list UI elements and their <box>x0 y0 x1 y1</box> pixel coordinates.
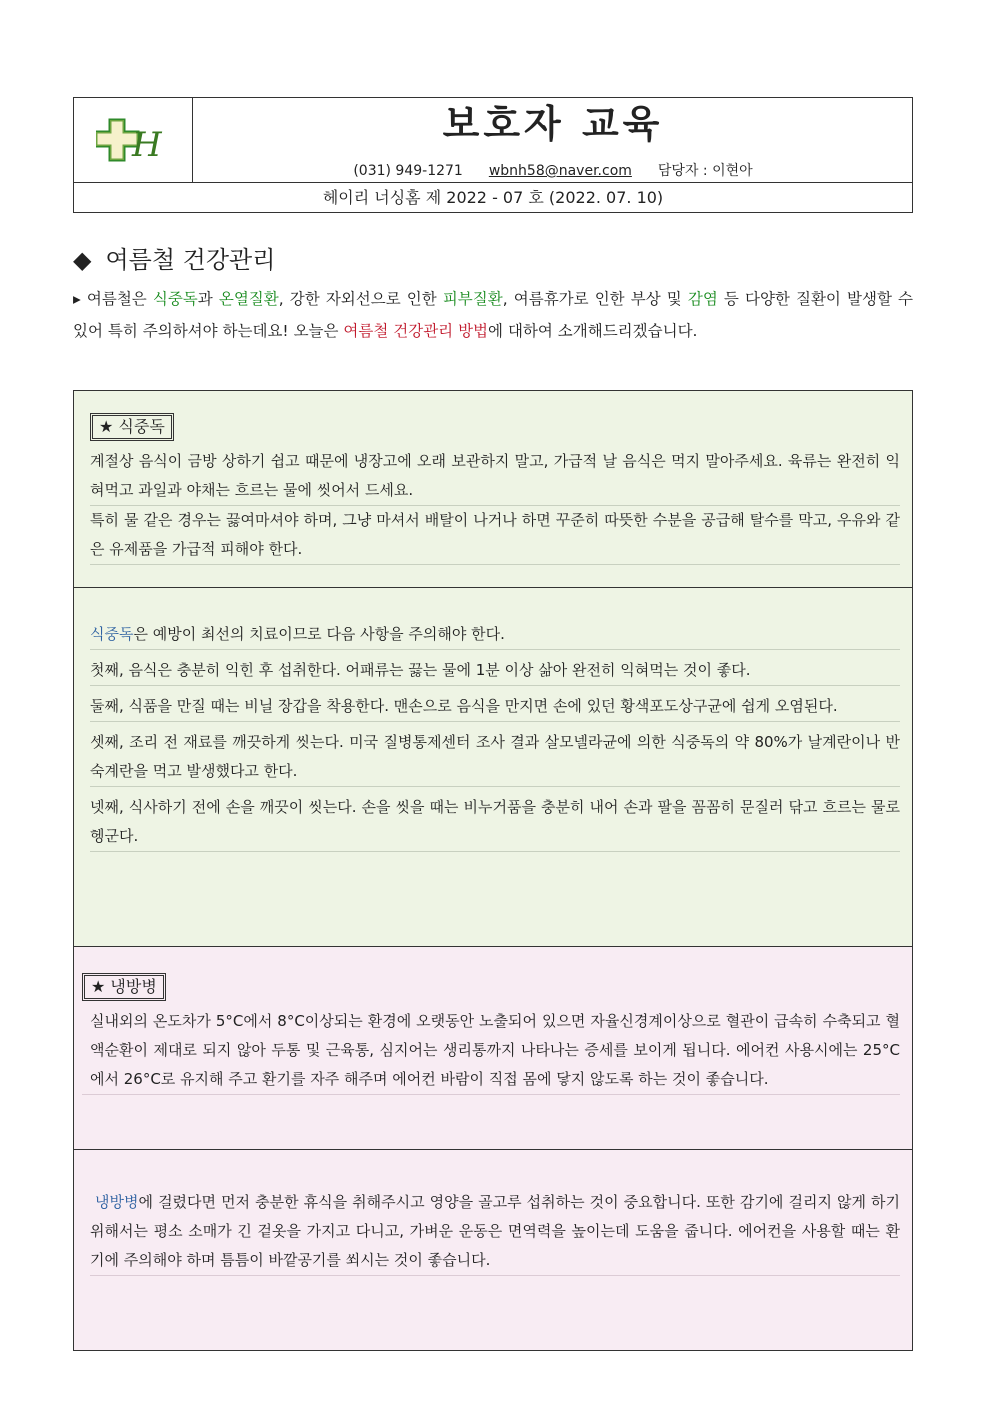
cooling-disease-tag: ★ 냉방병 <box>82 973 166 1001</box>
issue-number: 헤이리 너싱홈 제 2022 - 07 호 (2022. 07. 10) <box>74 182 912 213</box>
food-tip-2: 둘째, 식품을 만질 때는 비닐 장갑을 착용한다. 맨손으로 음식을 만지면 손에 있던 황색포도상구균에 쉽게 오염된다. <box>90 692 900 722</box>
keyword-cooling-disease: 냉방병 <box>95 1193 139 1211</box>
intro-paragraph: ▸ 여름철은 식중독과 온열질환, 강한 자외선으로 인한 피부질환, 여름휴가로 인한 부상 및 감염 등 다양한 질환이 발생할 수 있어 특히 주의하셔야 하는데요! 오늘은 여름철 건강관리 방법에 대하여 소개해드리겠습니다. <box>73 290 913 340</box>
manager-name: 담당자 : 이현아 <box>657 163 753 179</box>
keyword-infection: 감염 <box>687 290 718 308</box>
diamond-bullet-icon: ◆ <box>73 246 92 274</box>
food-paragraph-1: 계절상 음식이 금방 상하기 쉽고 때문에 냉장고에 오래 보관하지 말고, 가급적 날 음식은 먹지 말아주세요. 육류는 완전히 익혀먹고 과일과 야채는 흐르는 물에 씻어서 드세요. <box>90 447 900 506</box>
keyword-food-poisoning-2: 식중독 <box>90 625 134 643</box>
cooling-disease-box <box>73 946 913 1150</box>
contact-line <box>193 160 913 180</box>
page-title: 보호자 교육 <box>442 102 664 146</box>
food-tip-3: 셋째, 조리 전 재료를 깨끗하게 씻는다. 미국 질병통제센터 조사 결과 살모넬라균에 의한 식중독의 약 80%가 날계란이나 반숙계란을 먹고 발생했다고 한다. <box>90 728 900 787</box>
keyword-food-poisoning: 식중독 <box>152 290 198 308</box>
food-poisoning-tag: ★ 식중독 <box>90 413 174 441</box>
cooling-paragraph: 실내외의 온도차가 5°C에서 8°C이상되는 환경에 오랫동안 노출되어 있으면 자율신경계이상으로 혈관이 급속히 수축되고 혈액순환이 제대로 되지 않아 두통 및 근육통, 심지어는 생리통까지 나타나는 증세를 보이게 됩니다. 에어컨 사용시에는 25°C에서 26°C로 유지해 주고 환기를 자주 해주며 에어컨 바람이 직접 몸에 닿지 않도록 하는 것이 좋습니다. <box>82 1007 900 1095</box>
keyword-skin-disease: 피부질환 <box>442 290 503 308</box>
section-title <box>73 240 275 275</box>
food-tips-box <box>73 587 913 947</box>
cooling-tips-box <box>73 1149 913 1351</box>
food-poisoning-box <box>73 390 913 588</box>
svg-text:H: H <box>132 125 162 164</box>
phone-number: (031) 949-1271 <box>353 163 463 179</box>
food-tip-1: 첫째, 음식은 충분히 익힌 후 섭취한다. 어패류는 끓는 물에 1분 이상 삶아 완전히 익혀먹는 것이 좋다. <box>90 656 900 686</box>
food-tips-lead: 식중독은 예방이 최선의 치료이므로 다음 사항을 주의해야 한다. <box>90 620 900 650</box>
cooling-tips-paragraph: 냉방병에 걸렸다면 먼저 충분한 휴식을 취해주시고 영양을 골고루 섭취하는 것이 중요합니다. 또한 감기에 걸리지 않게 하기 위해서는 평소 소매가 긴 겉옷을 가지고 다니고, 가벼운 운동은 면역력을 높이는데 도움을 줍니다. 에어컨을 사용할 때는 환기에 주의해야 하며 틈틈이 바깥공기를 쐬시는 것이 좋습니다. <box>90 1188 900 1276</box>
food-paragraph-2: 특히 물 같은 경우는 끓여마셔야 하며, 그냥 마셔서 배탈이 나거나 하면 꾸준히 따뜻한 수분을 공급해 탈수를 막고, 우유와 같은 유제품을 가급적 피해야 한다. <box>90 506 900 565</box>
email-address: wbnh58@naver.com <box>488 163 632 179</box>
keyword-heat-illness: 온열질환 <box>218 290 279 308</box>
nursing-home-logo-icon <box>96 116 172 164</box>
keyword-summer-health: 여름철 건강관리 방법 <box>343 322 489 340</box>
logo-cell <box>74 98 193 182</box>
section-title-text: 여름철 건강관리 <box>105 246 276 274</box>
food-tip-4: 넷째, 식사하기 전에 손을 깨끗이 씻는다. 손을 씻을 때는 비누거품을 충분히 내어 손과 팔을 꼼꼼히 문질러 닦고 흐르는 물로 헹군다. <box>90 793 900 852</box>
header-table <box>73 97 913 213</box>
